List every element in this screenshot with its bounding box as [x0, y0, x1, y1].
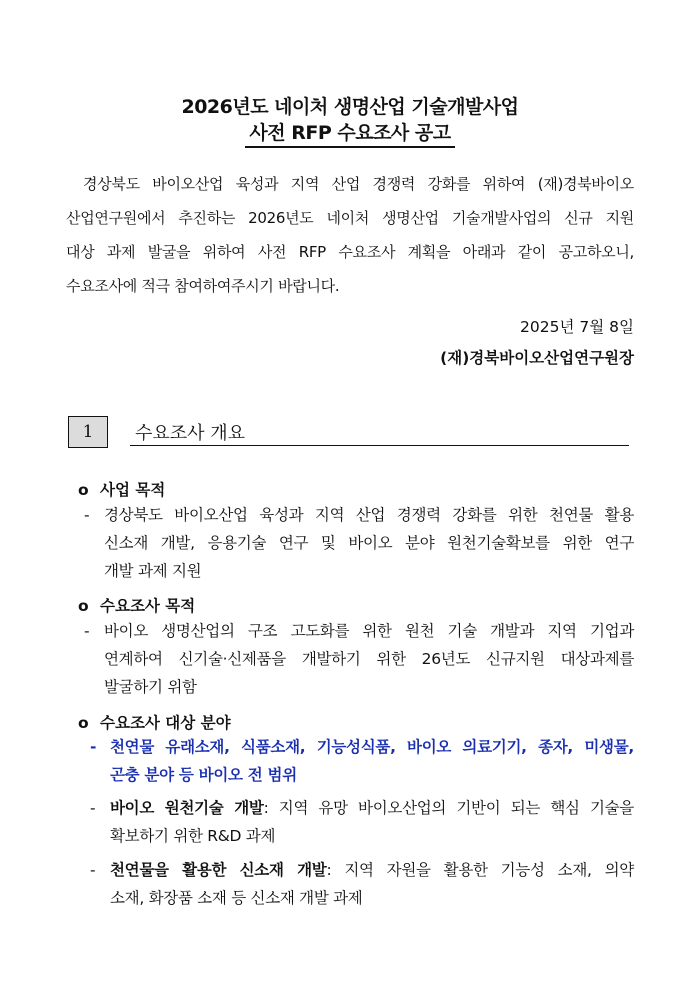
detail-line: 바이오 생명산업의 구조 고도화를 위한 원천 기술 개발과 지역 기업과 [104, 622, 634, 640]
fields-source-tech [90, 794, 634, 850]
intro-line-1: 경상북도 바이오산업 육성과 지역 산업 경쟁력 강화를 위하여 (재)경북바이오 [83, 175, 634, 193]
intro-paragraph [66, 167, 634, 303]
issuing-organization: (재)경북바이오산업연구원장 [440, 349, 634, 367]
dash-marker: - [84, 622, 90, 640]
section-number: 1 [82, 422, 94, 442]
field-label: 바이오 원천기술 개발 [110, 799, 264, 817]
detail-line: 발굴하기 위함 [104, 678, 197, 696]
bullet-marker: o [78, 481, 89, 499]
detail-line: 경상북도 바이오산업 육성과 지역 산업 경쟁력 강화를 위한 천연물 활용 [104, 506, 634, 524]
bullet-heading: 수요조사 대상 분야 [100, 714, 231, 732]
bullet-survey-purpose [78, 594, 195, 616]
bullet-heading: 사업 목적 [100, 481, 166, 499]
section-title: 수요조사 개요 [135, 423, 246, 444]
bullet-heading: 수요조사 목적 [100, 597, 196, 615]
intro-line-2: 산업연구원에서 추진하는 2026년도 네이처 생명산업 기술개발사업의 신규 지원 [66, 209, 634, 227]
dash-marker: - [90, 861, 96, 879]
field-desc: : 지역 유망 바이오산업의 기반이 되는 핵심 기술을 [263, 799, 634, 817]
title-line-1: 2026년도 네이처 생명산업 기술개발사업 [181, 96, 519, 118]
dash-marker: - [90, 799, 96, 817]
fields-new-material [90, 856, 634, 912]
announcement-date: 2025년 7월 8일 [520, 318, 634, 336]
scope-line: 곤충 분야 등 바이오 전 범위 [110, 766, 297, 784]
field-desc-cont: 확보하기 위한 R&D 과제 [110, 827, 276, 845]
field-desc: : 지역 자원을 활용한 기능성 소재, 의약 [326, 861, 634, 879]
intro-line-3: 대상 과제 발굴을 위하여 사전 RFP 수요조사 계획을 아래과 같이 공고하오니, [66, 243, 634, 261]
field-desc-cont: 소재, 화장품 소재 등 신소재 개발 과제 [110, 889, 363, 907]
bullet-purpose [78, 478, 165, 500]
title-line-2 [0, 118, 700, 148]
section-number-box [68, 416, 108, 448]
bullet-marker: o [78, 714, 89, 732]
dash-marker: - [84, 506, 90, 524]
title-line-2-text: 사전 RFP 수요조사 공고 [245, 118, 454, 148]
intro-line-4: 수요조사에 적극 참여하여주시기 바랍니다. [66, 277, 340, 295]
detail-line: 신소재 개발, 응용기술 연구 및 바이오 분야 원천기술확보를 위한 연구 [104, 534, 634, 552]
bullet-target-fields [78, 711, 231, 733]
fields-scope [90, 733, 634, 789]
detail-line: 개발 과제 지원 [104, 562, 202, 580]
purpose-detail [84, 501, 634, 585]
bullet-marker: o [78, 597, 89, 615]
field-label: 천연물을 활용한 신소재 개발 [110, 861, 327, 879]
scope-line: 천연물 유래소재, 식품소재, 기능성식품, 바이오 의료기기, 종자, 미생물, [110, 738, 634, 756]
section-underline [130, 445, 629, 446]
survey-purpose-detail [84, 617, 634, 701]
dash-marker: - [90, 738, 97, 756]
detail-line: 연계하여 신기술·신제품을 개발하기 위한 26년도 신규지원 대상과제를 [104, 650, 634, 668]
